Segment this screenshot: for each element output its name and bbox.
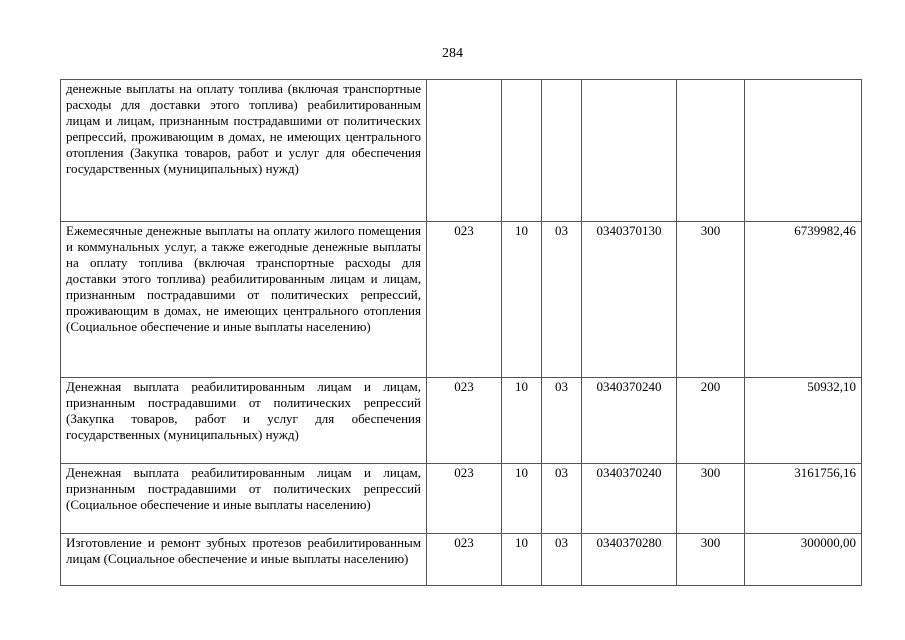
row-target-article (582, 80, 677, 222)
row-description: Изготовление и ремонт зубных протезов реабилитированным лицам (Социальное обеспечение и иные выплаты населению) (61, 534, 427, 586)
row-section-code: 10 (502, 378, 542, 464)
row-amount (745, 80, 862, 222)
row-description: Ежемесячные денежные выплаты на оплату жилого помещения и коммунальных услуг, а также ежегодные денежные выплаты на оплату топлива (включая транспортные расходы для доставки этого топлива) реабилитированным лицам и лицам, признанным пострадавшими от политических репрессий, проживающим в домах, не имеющих центрального отопления (Социальное обеспечение и иные выплаты населению) (61, 222, 427, 378)
row-subsection-code: 03 (542, 222, 582, 378)
row-amount: 50932,10 (745, 378, 862, 464)
page-number: 284 (442, 46, 463, 61)
row-amount: 6739982,46 (745, 222, 862, 378)
row-ministry-code: 023 (427, 378, 502, 464)
row-expense-type: 300 (677, 222, 745, 378)
table-row (61, 534, 862, 586)
row-ministry-code: 023 (427, 464, 502, 534)
row-amount: 3161756,16 (745, 464, 862, 534)
row-subsection-code: 03 (542, 378, 582, 464)
row-subsection-code (542, 80, 582, 222)
row-target-article: 0340370240 (582, 378, 677, 464)
table-row (61, 464, 862, 534)
row-expense-type: 300 (677, 464, 745, 534)
row-expense-type: 300 (677, 534, 745, 586)
row-amount: 300000,00 (745, 534, 862, 586)
row-subsection-code: 03 (542, 464, 582, 534)
row-target-article: 0340370280 (582, 534, 677, 586)
row-ministry-code: 023 (427, 222, 502, 378)
row-section-code: 10 (502, 464, 542, 534)
table-row (61, 222, 862, 378)
row-ministry-code (427, 80, 502, 222)
row-description: Денежная выплата реабилитированным лицам и лицам, признанным пострадавшими от политических репрессий (Закупка товаров, работ и услуг для обеспечения государственных (муниципальных) нужд) (61, 378, 427, 464)
row-description: денежные выплаты на оплату топлива (включая транспортные расходы для доставки этого топлива) реабилитированным лицам и лицам, признанным пострадавшими от политических репрессий, проживающим в домах, не имеющих центрального отопления (Закупка товаров, работ и услуг для обеспечения государственных (муниципальных) нужд) (61, 80, 427, 222)
row-description: Денежная выплата реабилитированным лицам и лицам, признанным пострадавшими от политических репрессий (Социальное обеспечение и иные выплаты населению) (61, 464, 427, 534)
budget-table (60, 79, 862, 586)
row-section-code: 10 (502, 222, 542, 378)
row-expense-type (677, 80, 745, 222)
row-section-code (502, 80, 542, 222)
row-expense-type: 200 (677, 378, 745, 464)
row-ministry-code: 023 (427, 534, 502, 586)
table-row (61, 80, 862, 222)
row-section-code: 10 (502, 534, 542, 586)
row-target-article: 0340370240 (582, 464, 677, 534)
row-subsection-code: 03 (542, 534, 582, 586)
table-row (61, 378, 862, 464)
row-target-article: 0340370130 (582, 222, 677, 378)
